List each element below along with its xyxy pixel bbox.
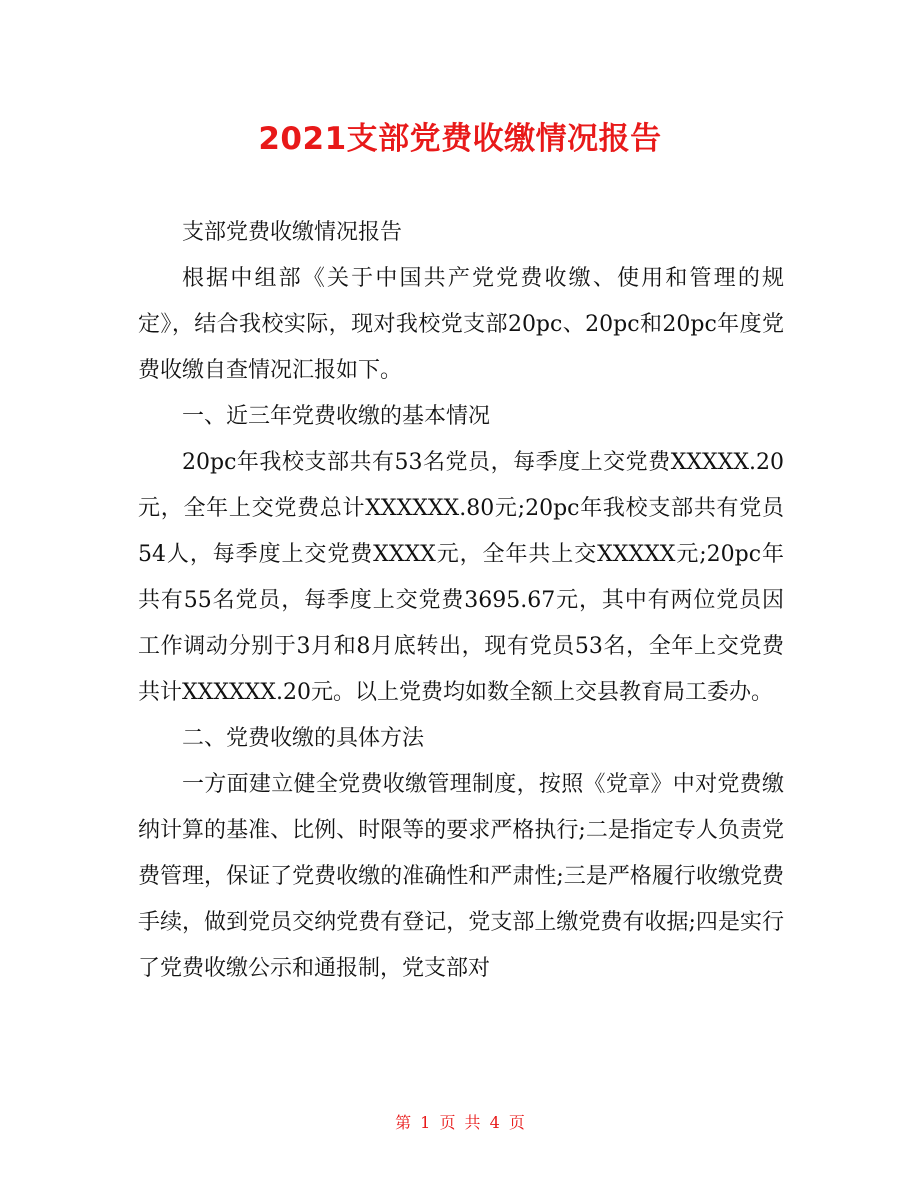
- section-one-heading: 一、近三年党费收缴的基本情况: [182, 404, 491, 429]
- document-title: 2021支部党费收缴情况报告: [258, 121, 662, 157]
- section-one-paragraph: 20pc年我校支部共有53名党员，每季度上交党费XXXXX.20元，全年上交党费总计XXXXXX.80元;20pc年我校支部共有党员54人，每季度上交党费XXXX元，全年共上交XXXXX元;20pc年共有55名党员，每季度上交党费3695.67元，其中有两位党员因工作调动分别于3月和8月底转出，现有党员53名，全年上交党费共计XXXXXX.20元。以上党费均如数全额上交县教育局工委办。: [138, 450, 784, 705]
- intro-paragraph: 根据中组部《关于中国共产党党费收缴、使用和管理的规定》，结合我校实际，现对我校党支部20pc、20pc和20pc年度党费收缴自查情况汇报如下。: [138, 266, 784, 383]
- section-two-heading: 二、党费收缴的具体方法: [182, 726, 425, 751]
- page-footer: 第 1 页 共 4 页: [395, 1113, 525, 1132]
- section-intro-heading: 支部党费收缴情况报告: [182, 220, 403, 245]
- document-body: [138, 210, 784, 992]
- section-two-paragraph: 一方面建立健全党费收缴管理制度，按照《党章》中对党费缴纳计算的基准、比例、时限等的要求严格执行;二是指定专人负责党费管理，保证了党费收缴的准确性和严肃性;三是严格履行收缴党费手续，做到党员交纳党费有登记，党支部上缴党费有收据;四是实行了党费收缴公示和通报制，党支部对: [138, 772, 784, 981]
